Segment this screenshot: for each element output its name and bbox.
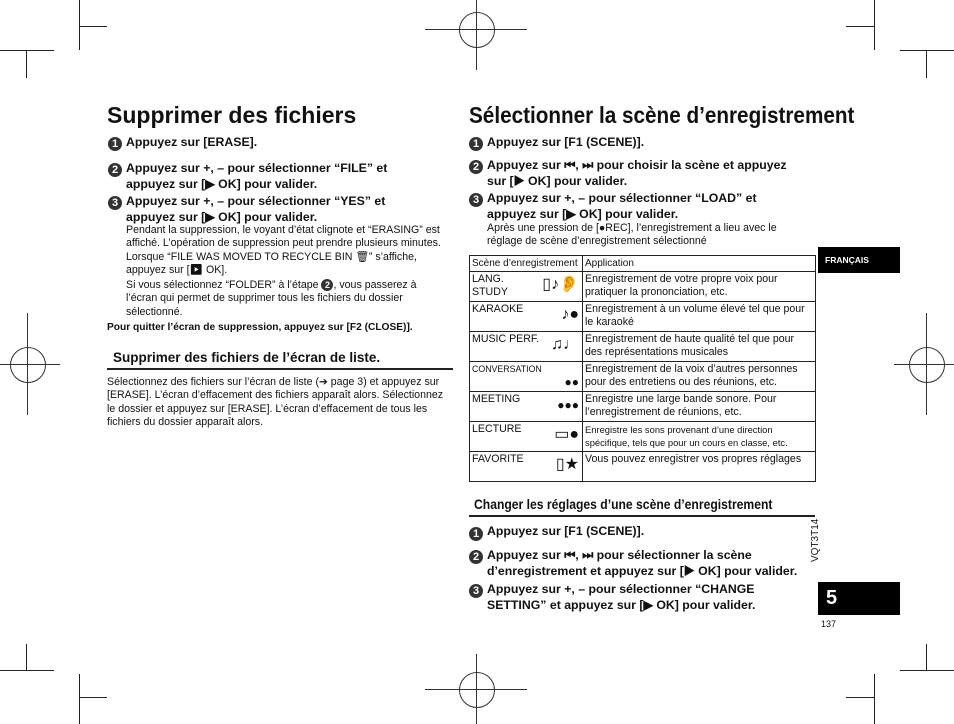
table-row xyxy=(470,422,816,452)
page-title-erase: Supprimer des fichiers xyxy=(107,102,357,128)
scene-step-1-text: Appuyez sur [F1 (SCENE)]. xyxy=(487,135,645,149)
step-number-icon: 2 xyxy=(321,279,333,291)
conversation-icon: ●● xyxy=(564,375,579,389)
list-erase-heading: Supprimer des fichiers de l’écran de liste. xyxy=(113,350,381,365)
scene-note xyxy=(487,222,797,249)
scene-table xyxy=(469,255,816,482)
change-step-3-text: Appuyez sur +, – pour sélectionner “CHANGE SETTING” et appuyez sur [▶ OK] pour valider. xyxy=(487,582,756,612)
table-row xyxy=(470,362,816,392)
lecture-icon: ▭● xyxy=(554,426,579,443)
crop-mark xyxy=(0,50,54,51)
scene-name-cell xyxy=(470,332,583,362)
quit-note: Pour quitter l’écran de suppression, appuyez sur [F2 (CLOSE)]. xyxy=(107,322,413,333)
scene-name: LECTURE xyxy=(472,423,522,435)
crop-mark xyxy=(79,674,80,724)
step-2-text: Appuyez sur +, – pour sélectionner “FILE” et appuyez sur [▶ OK] pour valider. xyxy=(126,161,388,191)
folder-note-a: Si vous sélectionnez “FOLDER” à l’étape xyxy=(126,279,322,291)
crop-mark xyxy=(900,50,954,51)
registration-mark xyxy=(459,672,495,708)
crop-mark xyxy=(26,50,27,78)
scene-application-cell: Enregistrement à un volume élevé tel que pour le karaoké xyxy=(583,302,816,332)
crop-mark xyxy=(874,674,875,724)
step-number-icon: 2 xyxy=(469,550,483,564)
table-row xyxy=(470,392,816,422)
scene-application-cell: Enregistre une large bande sonore. Pour l’enregistrement de réunions, etc. xyxy=(583,392,816,422)
registration-mark xyxy=(909,347,945,383)
scene-name-cell xyxy=(470,362,583,392)
registration-mark xyxy=(926,313,927,415)
meeting-icon: ●●● xyxy=(557,398,579,412)
scene-name-cell xyxy=(470,302,583,332)
registration-mark xyxy=(476,0,477,70)
crop-mark xyxy=(846,26,874,27)
change-settings-heading: Changer les réglages d’une scène d’enregistrement xyxy=(474,497,773,512)
scene-note-a: Après une pression de [ xyxy=(487,222,599,234)
music-perf-icon: ♫♩ xyxy=(551,336,579,353)
crop-mark xyxy=(846,697,874,698)
favorite-icon: ▯★ xyxy=(555,456,579,473)
registration-mark xyxy=(27,313,28,415)
scene-application-cell: Vous pouvez enregistrer vos propres réglages xyxy=(583,452,816,482)
scene-name: CONVERSATION xyxy=(472,364,542,374)
table-row xyxy=(470,332,816,362)
registration-mark xyxy=(894,364,954,365)
crop-mark xyxy=(79,697,107,698)
change-step-2-text: Appuyez sur ⏮, ⏭ pour sélectionner la scène d’enregistrement et appuyez sur [▶ OK] pour valider. xyxy=(487,548,798,578)
step-1-text-a: Appuyez sur xyxy=(126,135,204,149)
scene-name: MUSIC PERF. xyxy=(472,333,540,345)
step-number-icon: 3 xyxy=(108,196,122,210)
crop-mark xyxy=(26,644,27,670)
page-title-scene: Sélectionner la scène d’enregistrement xyxy=(469,102,855,128)
table-header-row xyxy=(470,256,816,272)
crop-mark xyxy=(900,670,954,671)
scene-name-cell xyxy=(470,272,583,302)
scene-application-cell: Enregistrement de la voix d’autres personnes pour des entretiens ou des réunions, etc. xyxy=(583,362,816,392)
crop-mark xyxy=(926,50,927,78)
language-tab: FRANÇAIS xyxy=(818,247,900,273)
scene-application-cell: Enregistrement de votre propre voix pour pratiquer la prononciation, etc. xyxy=(583,272,816,302)
scene-name: KARAOKE xyxy=(472,303,524,315)
crop-mark xyxy=(926,644,927,670)
crop-mark xyxy=(874,0,875,50)
list-erase-body: Sélectionnez des fichiers sur l’écran de liste (➔ page 3) et appuyez sur [ERASE]. L’écran d’effacement des fichiers apparaît alors. Sélectionnez le dossier et appuyez sur [ERASE]. L’écran d’effacement de tous les fichiers du dossier apparaît alors. xyxy=(107,376,444,429)
folder-note xyxy=(126,279,446,319)
model-code: VQT3T14 xyxy=(810,518,821,562)
scene-application-cell: Enregistre les sons provenant d’une direction spécifique, tels que pour un cours en classe, etc. xyxy=(583,422,816,452)
scene-name: FAVORITE xyxy=(472,453,524,465)
crop-mark xyxy=(79,26,107,27)
scene-step-3-text: Appuyez sur +, – pour sélectionner “LOAD” et appuyez sur [▶ OK] pour valider. xyxy=(487,191,757,221)
step-number-icon: 1 xyxy=(469,527,483,541)
step-number-icon: 3 xyxy=(469,584,483,598)
lang-study-icon: ▯♪👂 xyxy=(542,276,579,293)
table-row xyxy=(470,302,816,332)
scene-name-cell xyxy=(470,392,583,422)
table-row xyxy=(470,272,816,302)
step-number-icon: 2 xyxy=(469,160,483,174)
registration-mark xyxy=(476,654,477,724)
step-number-icon: 2 xyxy=(108,163,122,177)
scene-name-cell xyxy=(470,422,583,452)
step-number-icon: 1 xyxy=(108,137,122,151)
change-step-1-text: Appuyez sur [F1 (SCENE)]. xyxy=(487,524,645,538)
chapter-tab: 5 xyxy=(818,582,900,615)
erase-note: Pendant la suppression, le voyant d’état clignote et “ERASING” est affiché. L’opération de suppression peut prendre plusieurs minutes. Lorsque “FILE WAS MOVED TO RECYCLE BIN 🗑” s’affiche, appuyez sur [▶ OK]. xyxy=(126,224,441,277)
scene-name: LANG. STUDY xyxy=(472,273,508,298)
folder-note-b: , vous passerez à l’écran qui permet de supprimer tous les fichiers du dossier sélectionné. xyxy=(126,279,417,318)
page-number: 137 xyxy=(821,619,837,629)
scene-application-cell: Enregistrement de haute qualité tel que pour des représentations musicales xyxy=(583,332,816,362)
scene-step-2-text: Appuyez sur ⏮, ⏭ pour choisir la scène et appuyez sur [▶ OK] pour valider. xyxy=(487,158,787,188)
table-header-cell: Application xyxy=(583,256,816,272)
scene-name-cell xyxy=(470,452,583,482)
heading-rule xyxy=(469,515,815,517)
scene-name: MEETING xyxy=(472,393,521,405)
table-row xyxy=(470,452,816,482)
step-number-icon: 3 xyxy=(469,193,483,207)
registration-mark xyxy=(10,347,46,383)
step-3-text: Appuyez sur +, – pour sélectionner “YES” et appuyez sur [▶ OK] pour valider. xyxy=(126,194,386,224)
crop-mark xyxy=(0,670,54,671)
scene-note-b: ●REC], l’enregistrement a lieu avec le réglage de scène d’enregistrement sélectionné xyxy=(487,222,777,248)
crop-mark xyxy=(79,0,80,50)
step-1-text xyxy=(126,134,456,150)
karaoke-icon: ♪● xyxy=(561,306,579,323)
heading-rule xyxy=(107,368,453,370)
table-header-cell: Scène d’enregistrement xyxy=(470,256,583,272)
step-1-text-b: [ERASE]. xyxy=(203,135,258,149)
registration-mark xyxy=(0,364,60,365)
registration-mark xyxy=(459,12,495,48)
step-number-icon: 1 xyxy=(469,137,483,151)
